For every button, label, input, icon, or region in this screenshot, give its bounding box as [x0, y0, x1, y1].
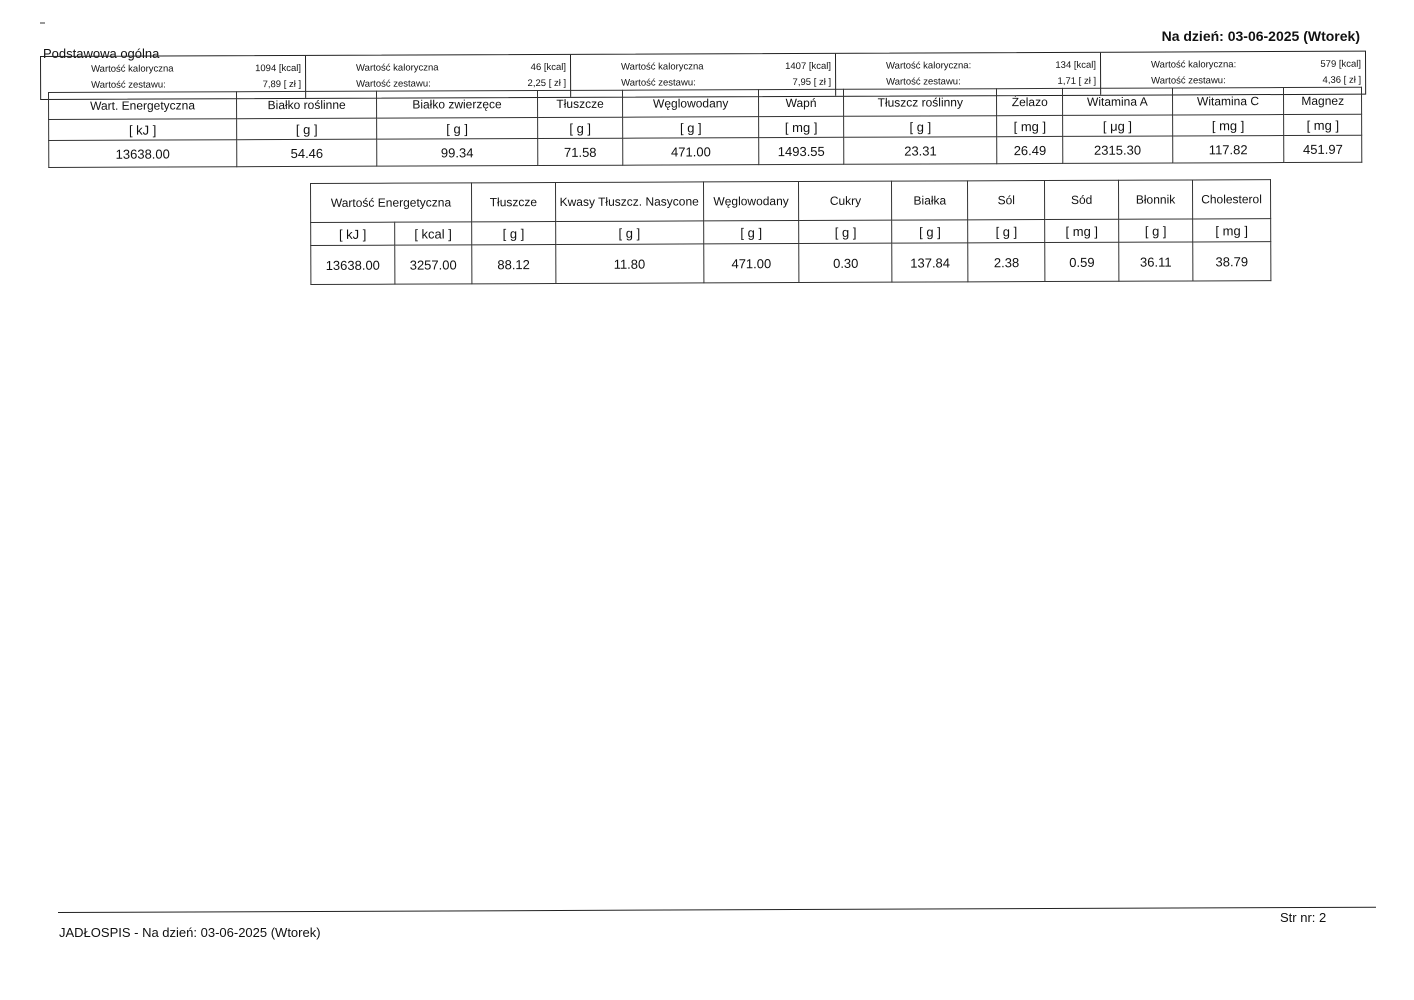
- footer-text: JADŁOSPIS - Na dzień: 03-06-2025 (Wtorek): [59, 925, 321, 940]
- header-cell: Wart. Energetyczna: [49, 92, 237, 120]
- unit-cell: [ g ]: [472, 222, 556, 245]
- cost-value: 4,36 [ zł ]: [1322, 74, 1362, 86]
- header-cell: Wartość Energetyczna: [311, 183, 472, 223]
- value-cell: 0.59: [1045, 242, 1119, 281]
- calorie-label: Wartość kaloryczna: [91, 62, 174, 75]
- value-cell: 1493.55: [759, 137, 844, 164]
- unit-cell: [ mg ]: [1193, 219, 1271, 242]
- value-cell: 0.30: [799, 243, 892, 282]
- unit-cell: [ mg ]: [759, 116, 844, 137]
- header-cell: Żelazo: [997, 88, 1063, 115]
- unit-cell: [ g ]: [1119, 219, 1193, 242]
- calorie-label: Wartość kaloryczna: [356, 61, 439, 74]
- scan-speck: [40, 22, 45, 24]
- table-header-row: [311, 180, 1271, 223]
- header-cell: Tłuszcze: [537, 90, 623, 117]
- header-cell: Magnez: [1284, 87, 1362, 114]
- header-cell: Białko roślinne: [236, 91, 376, 119]
- calorie-value: 134 [kcal]: [1055, 59, 1097, 71]
- value-cell: 471.00: [703, 244, 799, 283]
- value-cell: 451.97: [1284, 135, 1362, 162]
- value-cell: 117.82: [1172, 136, 1284, 163]
- calorie-value: 1407 [kcal]: [785, 60, 832, 72]
- page-number: Str nr: 2: [1280, 910, 1327, 925]
- header-cell: Białko zwierzęce: [377, 91, 537, 119]
- header-cell: Cukry: [799, 181, 892, 220]
- unit-cell: [ mg ]: [997, 115, 1063, 136]
- calorie-label: Wartość kaloryczna: [621, 60, 704, 73]
- value-cell: 3257.00: [395, 245, 472, 284]
- unit-cell: [ g ]: [892, 220, 968, 243]
- value-cell: 99.34: [377, 139, 537, 167]
- section-title: Podstawowa ogólna: [43, 46, 160, 61]
- value-cell: 71.58: [537, 138, 623, 165]
- cost-value: 7,89 [ zł ]: [262, 78, 302, 90]
- cost-value: 1,71 [ zł ]: [1057, 75, 1097, 87]
- table-values-row: [311, 242, 1271, 285]
- unit-cell: [ mg ]: [1172, 115, 1284, 136]
- header-cell: Sód: [1045, 180, 1119, 219]
- header-cell: Kwasy Tłuszcz. Nasycone: [555, 182, 703, 222]
- unit-cell: [ g ]: [968, 220, 1045, 243]
- value-cell: 38.79: [1193, 242, 1271, 281]
- value-cell: 11.80: [555, 244, 703, 284]
- header-date: Na dzień: 03-06-2025 (Wtorek): [1161, 28, 1360, 44]
- calorie-value: 579 [kcal]: [1320, 58, 1362, 70]
- value-cell: 88.12: [472, 245, 556, 284]
- header-cell: Białka: [892, 181, 968, 220]
- header-cell: Sól: [968, 181, 1045, 220]
- calorie-value: 1094 [kcal]: [255, 62, 302, 74]
- unit-cell: [ kJ ]: [311, 222, 395, 245]
- unit-cell: [ g ]: [377, 118, 537, 140]
- cost-label: Wartość zestawu:: [1151, 74, 1226, 87]
- unit-cell: [ g ]: [555, 221, 703, 245]
- header-cell: Węglowodany: [703, 182, 799, 221]
- header-cell: Błonnik: [1119, 180, 1193, 219]
- value-cell: 26.49: [997, 136, 1063, 163]
- header-cell: Cholesterol: [1192, 180, 1270, 219]
- footer-divider: [58, 907, 1376, 913]
- unit-cell: [ kJ ]: [49, 119, 237, 141]
- header-cell: Tłuszcze: [471, 183, 555, 222]
- unit-cell: [ kcal ]: [395, 222, 472, 245]
- value-cell: 13638.00: [311, 245, 395, 284]
- unit-cell: [ g ]: [537, 117, 623, 138]
- value-cell: 471.00: [623, 138, 759, 166]
- value-cell: 54.46: [237, 139, 377, 167]
- value-cell: 23.31: [844, 137, 997, 165]
- value-cell: 2315.30: [1063, 136, 1173, 163]
- unit-cell: [ g ]: [799, 220, 892, 243]
- unit-cell: [ g ]: [237, 118, 377, 140]
- unit-cell: [ g ]: [844, 116, 997, 138]
- header-cell: Wapń: [758, 89, 843, 116]
- cost-label: Wartość zestawu:: [886, 75, 961, 88]
- cost-value: 2,25 [ zł ]: [527, 77, 567, 89]
- calorie-label: Wartość kaloryczna:: [1151, 58, 1237, 71]
- value-cell: 13638.00: [49, 140, 237, 168]
- header-cell: Witamina A: [1063, 88, 1173, 115]
- value-cell: 2.38: [968, 243, 1045, 282]
- cost-value: 7,95 [ zł ]: [792, 76, 832, 88]
- header-cell: Węglowodany: [623, 90, 759, 118]
- header-cell: Tłuszcz roślinny: [844, 89, 997, 117]
- calorie-value: 46 [kcal]: [530, 61, 567, 73]
- summary-table: [310, 179, 1271, 285]
- value-cell: 36.11: [1119, 242, 1193, 281]
- cost-label: Wartość zestawu:: [91, 78, 166, 91]
- cost-label: Wartość zestawu:: [621, 76, 696, 89]
- calorie-label: Wartość kaloryczna:: [886, 59, 972, 72]
- unit-cell: [ mg ]: [1045, 219, 1119, 242]
- unit-cell: [ g ]: [703, 221, 799, 244]
- unit-cell: [ g ]: [623, 117, 759, 139]
- header-cell: Witamina C: [1172, 88, 1284, 115]
- table-values-row: [49, 135, 1362, 167]
- nutrients-table: [48, 87, 1362, 168]
- value-cell: 137.84: [892, 243, 968, 282]
- unit-cell: [ μg ]: [1063, 115, 1173, 136]
- cost-label: Wartość zestawu:: [356, 77, 431, 90]
- unit-cell: [ mg ]: [1284, 114, 1362, 135]
